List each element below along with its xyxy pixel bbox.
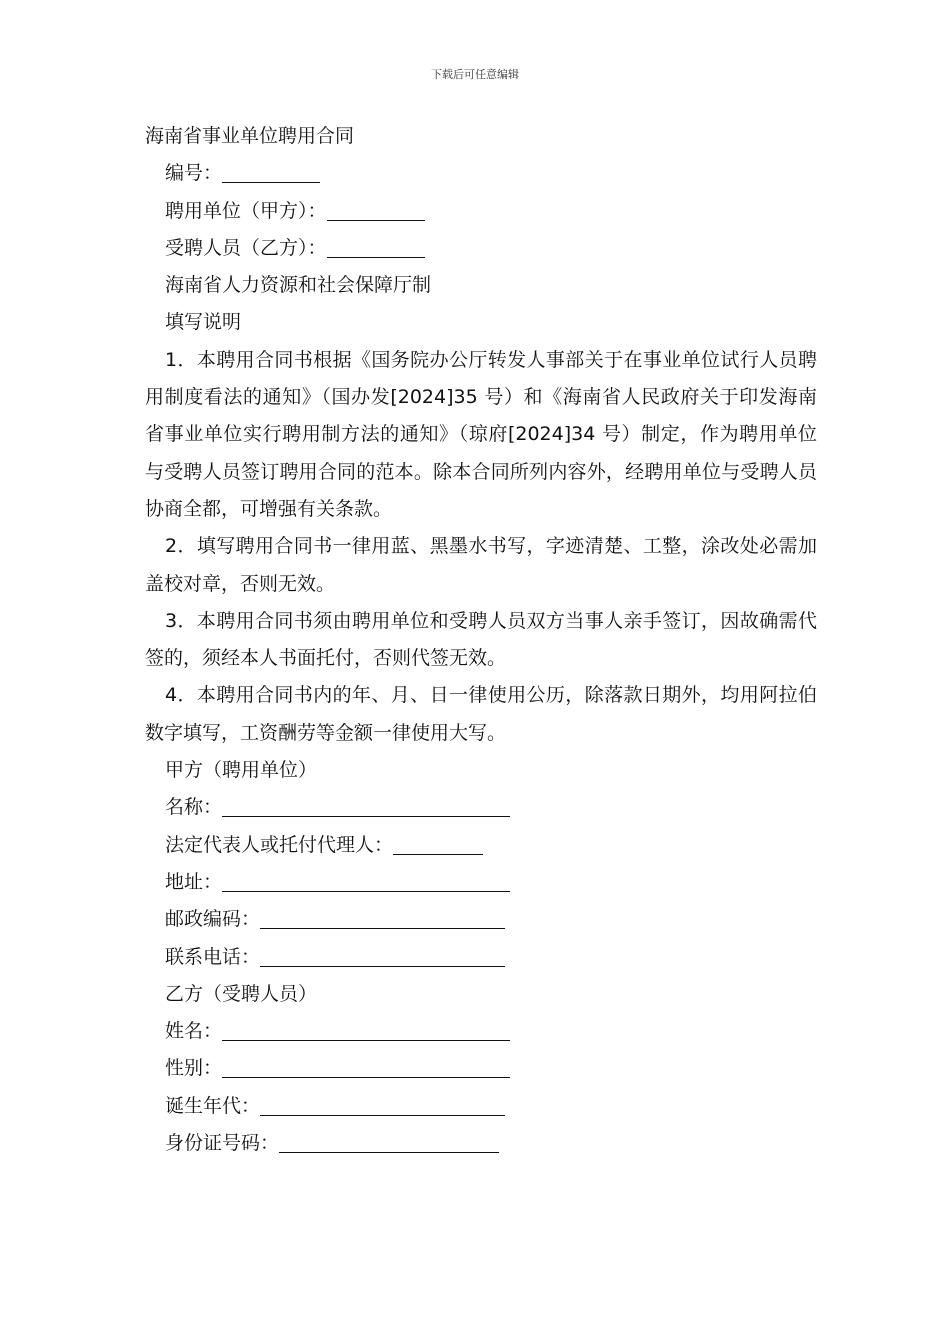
party-a-heading: 甲方（聘用单位） (165, 759, 318, 782)
party-a-rep-blank[interactable] (393, 832, 483, 855)
party-b-name-label: 姓名： (165, 1020, 223, 1043)
party-a-address-row (145, 864, 817, 901)
party-a-phone-blank[interactable] (260, 944, 505, 967)
employee-row (145, 230, 817, 267)
page-header-note: 下载后可任意编辑 (431, 68, 519, 81)
party-a-name-label: 名称： (165, 796, 223, 819)
party-a-postcode-blank[interactable] (260, 906, 505, 929)
instruction-item-2: 2．填写聘用合同书一律用蓝、黑墨水书写，字迹清楚、工整，涂改处必需加盖校对章，否则无效。 (145, 535, 817, 595)
party-a-rep-row (145, 827, 817, 864)
party-b-birth-row (145, 1088, 817, 1125)
party-b-id-label: 身份证号码： (165, 1132, 280, 1155)
instructions-title: 填写说明 (165, 311, 242, 334)
employee-label: 受聘人员（乙方）： (165, 236, 327, 259)
employer-label: 聘用单位（甲方）： (165, 199, 327, 222)
contract-number-blank[interactable] (222, 160, 320, 183)
party-a-rep-label: 法定代表人或托付代理人： (165, 833, 394, 856)
party-a-name-row (145, 789, 817, 826)
contract-number-label: 编号： (165, 162, 223, 185)
party-a-postcode-row (145, 901, 817, 938)
party-b-name-blank[interactable] (222, 1018, 510, 1041)
party-b-gender-row (145, 1050, 817, 1087)
employer-row (145, 193, 817, 230)
instruction-item-3: 3．本聘用合同书须由聘用单位和受聘人员双方当事人亲手签订，因故确需代签的，须经本人书面托付，否则代签无效。 (145, 609, 817, 670)
party-a-phone-row (145, 939, 817, 976)
party-b-gender-label: 性别： (165, 1057, 223, 1080)
party-a-address-label: 地址： (165, 870, 223, 893)
party-a-name-blank[interactable] (222, 794, 510, 817)
contract-number-row (145, 155, 817, 192)
party-b-gender-blank[interactable] (222, 1055, 510, 1078)
employee-blank[interactable] (327, 235, 425, 258)
party-a-address-blank[interactable] (222, 869, 510, 892)
issuer-text: 海南省人力资源和社会保障厅制 (165, 274, 432, 297)
party-b-birth-blank[interactable] (260, 1093, 505, 1116)
party-a-phone-label: 联系电话： (165, 945, 261, 968)
instruction-item-4: 4．本聘用合同书内的年、月、日一律使用公历，除落款日期外，均用阿拉伯数字填写，工资酬劳等金额一律使用大写。 (145, 684, 817, 744)
employer-blank[interactable] (327, 198, 425, 221)
party-b-name-row (145, 1013, 817, 1050)
party-a-postcode-label: 邮政编码： (165, 908, 261, 931)
party-b-id-row (145, 1125, 817, 1162)
party-b-birth-label: 诞生年代： (165, 1094, 261, 1117)
document-title: 海南省事业单位聘用合同 (145, 125, 355, 147)
instruction-item-1: 1．本聘用合同书根据《国务院办公厅转发人事部关于在事业单位试行人员聘用制度看法的通知》（国办发[2024]35 号）和《海南省人民政府关于印发海南省事业单位实行聘用制方法的通知》（琼府[2024]34 号）制定，作为聘用单位与受聘人员签订聘用合同的范本。除本合同所列内容外，经聘用单位与受聘人员协商全都，可增强有关条款。 (145, 348, 817, 520)
party-b-heading: 乙方（受聘人员） (165, 982, 318, 1005)
party-b-id-blank[interactable] (279, 1130, 499, 1153)
document-body (145, 118, 817, 1162)
